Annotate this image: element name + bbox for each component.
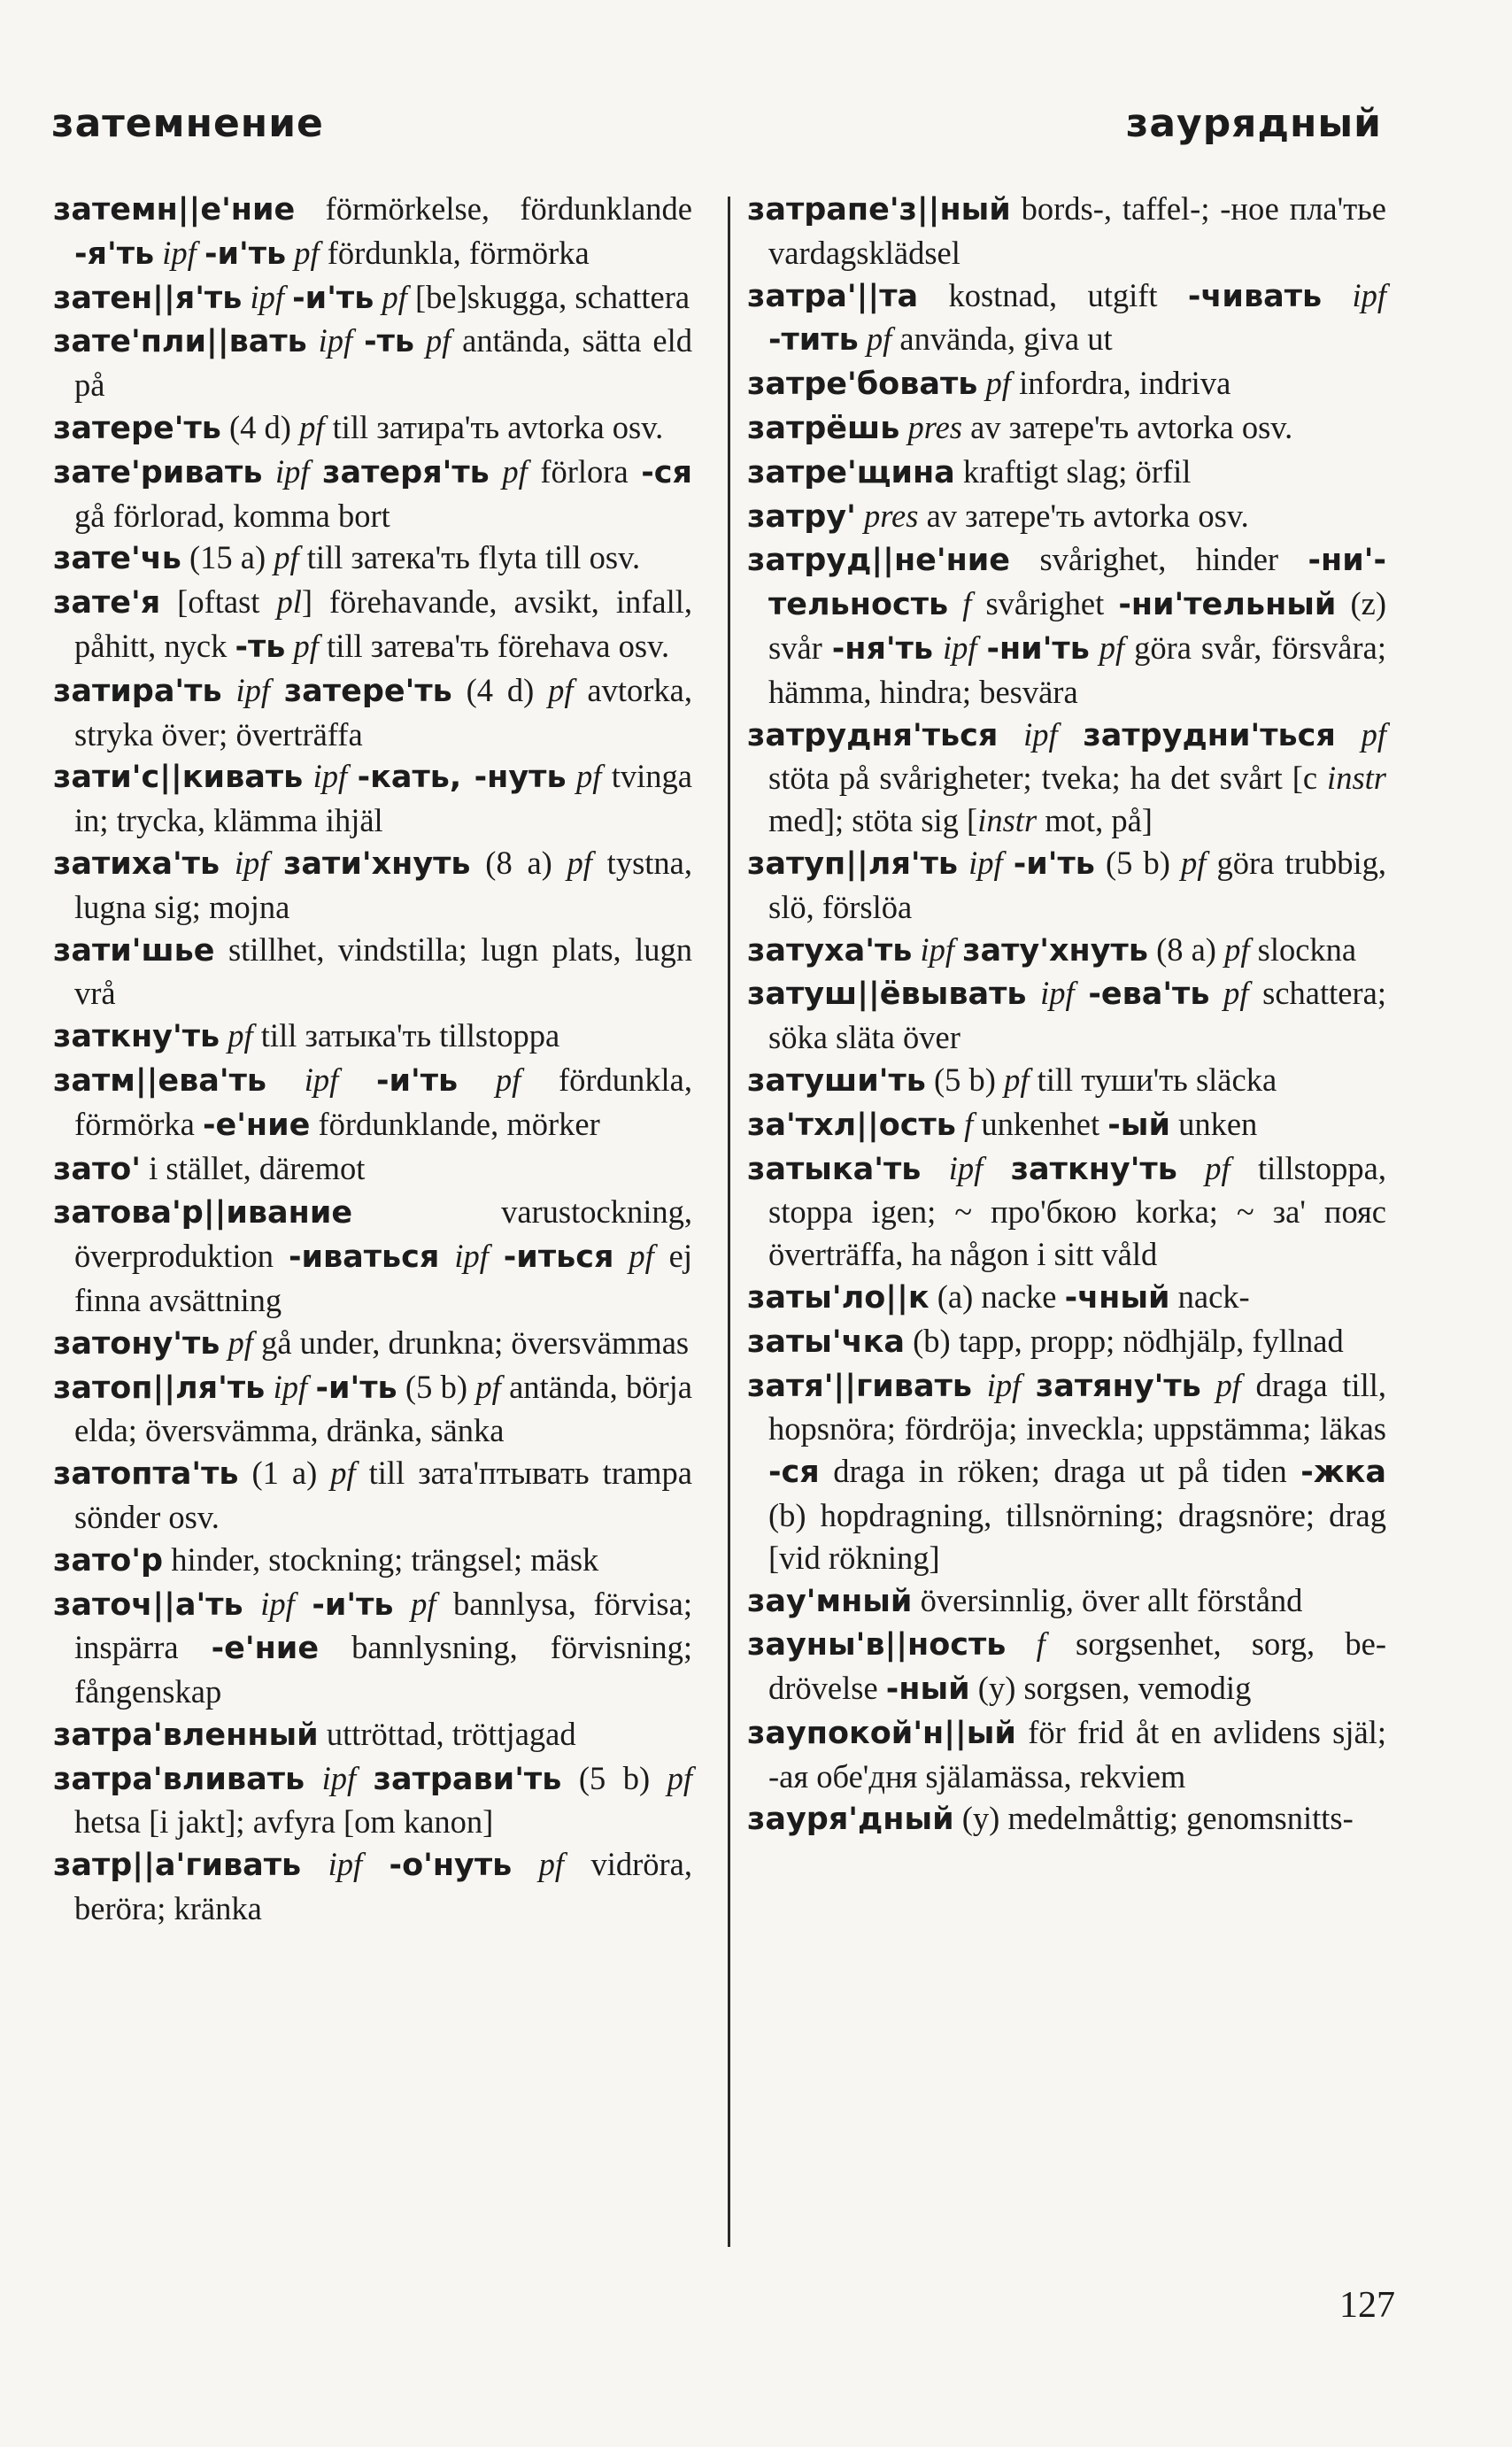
dictionary-column-right [747, 188, 1386, 1841]
dictionary-entry [747, 1623, 1386, 1711]
headword: -и'ть [315, 1370, 397, 1406]
entry-text: pf [1209, 975, 1263, 1012]
running-head-right: заурядный [1125, 101, 1382, 146]
headword: зате'ривать [53, 454, 263, 490]
headword: затуп||ля'ть [747, 845, 959, 882]
headword: заты'ло||к [747, 1279, 930, 1316]
dictionary-entry [747, 972, 1386, 1059]
entry-text: fördunkla, förmörka [327, 234, 590, 271]
entry-text: f [955, 1105, 982, 1142]
headword: затре'щина [747, 454, 955, 490]
entry-text: tystna, lugna sig; mojna [74, 844, 692, 925]
headword: зау'мный [747, 1583, 913, 1619]
dictionary-entry [747, 929, 1386, 973]
entry-text: instr [1327, 760, 1386, 797]
entry-text: (1 a) [238, 1455, 331, 1492]
entry-text: göra trubbig, slö, förslöa [768, 844, 1386, 925]
headword: затяну'ть [1035, 1368, 1201, 1404]
entry-text: pf [475, 1368, 501, 1405]
entry-text: fördunkla, förmörka [74, 1061, 692, 1142]
entry-text: pf [393, 1585, 454, 1622]
dictionary-entry [53, 1059, 692, 1147]
headword: затиха'ть [53, 845, 220, 882]
headword: заупокой'н||ый [747, 1715, 1016, 1751]
entry-text: ] förehavande, avsikt, infall, påhitt, nyck [74, 583, 693, 664]
headword: заткну'ть [1010, 1151, 1177, 1187]
entry-text: (8 a) [470, 844, 567, 881]
dictionary-entry [53, 536, 692, 581]
entry-text: till зата'птывать trampa sönder osv. [74, 1455, 692, 1535]
headword: затм||ева'ть [53, 1062, 267, 1099]
entry-text: tillstoppa, stoppa igen; ~ про'бкою korka; ~ за' пояс överträffa, ha någon i sitt våld [768, 1149, 1386, 1273]
entry-text: gå under, drunkna; översvämmas [261, 1324, 690, 1361]
page-number: 127 [1339, 2285, 1395, 2326]
headword: зати'с||кивать [53, 760, 304, 796]
entry-text: antända, sätta eld på [74, 322, 692, 404]
headword: затя'||гивать [747, 1368, 972, 1404]
headword: зато'р [53, 1542, 164, 1579]
headword: затуха'ть [747, 932, 913, 969]
entry-text: pf [977, 365, 1020, 402]
dictionary-entry [53, 188, 692, 276]
entry-text: pf [220, 1324, 262, 1361]
entry-text: pres [855, 497, 927, 534]
headword: зато' [53, 1151, 142, 1187]
entry-text: pf [1181, 844, 1207, 881]
dictionary-entry [53, 276, 692, 320]
dictionary-entry [747, 1320, 1386, 1364]
entry-text: slockna [1249, 930, 1357, 968]
dictionary-entry [747, 1579, 1386, 1624]
headword: затра'||та [747, 278, 919, 314]
dictionary-entry [747, 842, 1386, 929]
dictionary-entry [747, 406, 1386, 451]
entry-text: sorgsenhet, sorg, bedrövelse [768, 1625, 1386, 1707]
entry-text: pf [274, 539, 299, 576]
entry-text: pf [489, 452, 541, 490]
entry-text: ipf [921, 1149, 1011, 1186]
entry-text: pf [330, 1455, 356, 1492]
entry-text: pf [566, 758, 612, 795]
entry-text: instr [977, 802, 1038, 839]
entry-text: ipf [912, 930, 963, 968]
dictionary-entry [53, 755, 692, 842]
headword: -ни'ть [986, 630, 1090, 667]
dictionary-entry [53, 1322, 692, 1366]
entry-text: pf [1089, 629, 1135, 666]
entry-text: ipf [303, 758, 358, 795]
dictionary-entry [747, 1147, 1386, 1276]
dictionary-entry [747, 538, 1386, 713]
dictionary-entry [747, 495, 1386, 539]
dictionary-entry [747, 1711, 1386, 1798]
headword: -ни'тельный [1118, 587, 1337, 623]
entry-text: hetsa [i jakt]; avfyra [om kanon] [74, 1803, 494, 1841]
entry-text: pf [458, 1061, 559, 1098]
entry-text: ej finna avsättning [74, 1238, 692, 1318]
entry-text: infordra, indriva [1019, 365, 1231, 402]
entry-text: pf [1176, 1149, 1259, 1186]
entry-text: ipf [301, 1846, 390, 1883]
entry-text: kostnad, utgift [918, 276, 1188, 313]
entry-text: ipf [998, 715, 1084, 753]
dictionary-entry [747, 451, 1386, 495]
entry-text: uttröttad, tröttjagad [318, 1715, 576, 1752]
entry-text: nack- [1169, 1278, 1250, 1315]
headword: зати'хнуть [283, 845, 471, 882]
dictionary-entry [53, 1452, 692, 1539]
headword: зати'шье [53, 932, 215, 969]
headword: -ть [364, 324, 415, 360]
headword: затре'бовать [747, 367, 978, 403]
entry-text: pf [548, 671, 574, 708]
entry-text: pf [512, 1846, 591, 1883]
entry-text: med]; stöta sig [ [768, 802, 978, 839]
headword: зате'я [53, 585, 161, 621]
headword: -и'ть [204, 235, 287, 272]
entry-text: pf [1335, 715, 1386, 753]
entry-text: pf [613, 1238, 669, 1275]
headword: -чивать [1187, 278, 1323, 314]
headword: -кать, -нуть [357, 760, 567, 796]
entry-text: ipf [958, 844, 1014, 881]
headword: затр||а'гивать [53, 1848, 302, 1884]
headword: -иться [503, 1239, 614, 1276]
entry-text: för frid åt en avlidens själ; -ая обе'дня själamässa, rekviem [768, 1713, 1386, 1795]
entry-text: tvinga in; trycka, klämma ihjäl [74, 758, 692, 839]
headword: затира'ть [53, 673, 222, 709]
entry-text: till туши'ть släcka [1029, 1061, 1277, 1098]
headword: -е'ние [202, 1107, 311, 1143]
entry-text: vidröra, beröra; kränka [74, 1846, 692, 1927]
entry-text: till затева'ть förehava osv. [327, 627, 670, 664]
entry-text: (5 b) [925, 1061, 1005, 1098]
headword: затуш||ёвывать [747, 976, 1027, 1013]
entry-text: förlora [540, 452, 642, 490]
entry-text: (y) sorgsen, vemodig [969, 1670, 1252, 1707]
entry-text: schattera; söka släta över [768, 975, 1386, 1056]
entry-text: ipf [1322, 276, 1386, 313]
entry-text: ipf [439, 1238, 504, 1275]
dictionary-entry [747, 1103, 1386, 1147]
headword: заты'чка [747, 1324, 906, 1360]
entry-text: hinder, stockning; trängsel; mäsk [163, 1540, 599, 1578]
entry-text: pres [899, 408, 971, 445]
dictionary-entry [747, 714, 1386, 842]
entry-text: ipf [1026, 975, 1089, 1012]
entry-text: f [1006, 1625, 1076, 1663]
dictionary-entry [53, 669, 692, 756]
entry-text: (b) hopdragning, tillsnörning; dragsnöre; drag [vid rökning] [768, 1496, 1386, 1576]
entry-text: (5 b) [1094, 844, 1181, 881]
dictionary-entry [53, 1843, 692, 1930]
headword: -ть [235, 629, 286, 665]
headword: затрудня'ться [747, 717, 999, 753]
entry-text: [ [160, 583, 189, 621]
headword: затова'р||ивание [53, 1195, 353, 1231]
headword: затыка'ть [747, 1151, 922, 1187]
column-divider [728, 197, 730, 2247]
entry-text: ipf [972, 1366, 1036, 1403]
entry-text: draga in röken; draga ut på tiden [819, 1453, 1301, 1490]
dictionary-entry [53, 1366, 692, 1453]
entry-text: (b) tapp, propp; nödhjälp, fyllnad [905, 1322, 1344, 1359]
headword: заткну'ть [53, 1019, 220, 1055]
entry-text: stöta på svårigheter; tveka; ha det svårt [с [768, 760, 1328, 797]
dictionary-entry [53, 1757, 692, 1844]
dictionary-entry [53, 929, 692, 1015]
entry-text: (4 d) [451, 671, 549, 708]
dictionary-entry [53, 320, 692, 406]
entry-text: pf [858, 320, 900, 358]
entry-text: pf [374, 278, 415, 315]
entry-text: unkenhet [981, 1105, 1108, 1142]
entry-text: draga till, hopsnöra; fördröja; inveckla; uppstämma; läkas [768, 1366, 1386, 1447]
entry-text: ipf [266, 1061, 376, 1098]
entry-text: pf [567, 844, 592, 881]
headword: затру' [747, 498, 856, 535]
running-head-left: затемнение [51, 101, 324, 146]
headword: -ни'тельность [768, 543, 1386, 623]
headword: затруд||не'ние [747, 543, 1011, 579]
entry-text: gå förlorad, komma bort [74, 497, 390, 534]
entry-text: till затира'ть avtorka osv. [324, 408, 664, 445]
entry-text: (y) medelmåttig; genomsnitts- [953, 1800, 1354, 1837]
entry-text: (4 d) [220, 408, 300, 445]
entry-text: antända, börja elda; översvämma, dränka, sänka [74, 1368, 692, 1449]
headword: затрёшь [747, 410, 900, 446]
headword: затен||я'ть [53, 280, 243, 316]
entry-text: [be]skugga, schattera [414, 278, 690, 315]
entry-text: bords-, taffel-; -ное пла'тье vardagsklädsel [768, 190, 1386, 271]
headword: -чный [1064, 1279, 1170, 1316]
entry-text: (5 b) [561, 1759, 667, 1796]
entry-text: göra svår, försvåra; hämma, hindra; besvära [768, 629, 1386, 710]
headword: заточ||а'ть [53, 1586, 243, 1623]
entry-text: svårighet, hinder [1010, 541, 1308, 578]
dictionary-entry [53, 1015, 692, 1059]
dictionary-entry [53, 1539, 692, 1583]
entry-text: f [948, 585, 986, 622]
headword: -о'нуть [389, 1848, 513, 1884]
entry-text: pf [1004, 1061, 1030, 1098]
entry-text: använda, giva ut [899, 320, 1113, 358]
headword: зауря'дный [747, 1802, 954, 1838]
entry-text: pf [414, 322, 463, 359]
entry-text: av затере'ть avtorka osv. [926, 497, 1249, 534]
entry-text: avtorka, stryka över; överträffa [74, 671, 692, 753]
entry-text: pf [1224, 930, 1250, 968]
headword: зате'пли||вать [53, 324, 307, 360]
dictionary-entry [53, 1191, 692, 1321]
entry-text: varustockning, överproduktion [74, 1193, 692, 1275]
entry-text: ipf [305, 1759, 374, 1796]
headword: -ся [641, 454, 692, 490]
headword: -я'ть [74, 235, 155, 272]
entry-text: unken [1169, 1105, 1258, 1142]
headword: -и'ть [1013, 845, 1095, 882]
dictionary-entry [747, 1364, 1386, 1579]
dictionary-entry [747, 1797, 1386, 1841]
dictionary-entry [747, 274, 1386, 363]
entry-text: av затере'ть avtorka osv. [970, 408, 1293, 445]
headword: -ный [885, 1671, 970, 1708]
entry-text: fördunklande, mörker [310, 1105, 600, 1142]
entry-text: ipf [262, 452, 323, 490]
headword: затере'ть [53, 410, 221, 446]
headword: затуши'ть [747, 1062, 926, 1099]
entry-text: förmörkelse, fördunklande [295, 190, 692, 227]
dictionary-entry [53, 406, 692, 451]
entry-text: ipf [242, 278, 293, 315]
headword: затемн||е'ние [53, 192, 296, 228]
headword: затрапе'з||ный [747, 192, 1011, 228]
entry-text: ipf [221, 671, 284, 708]
entry-text: pf [285, 627, 328, 664]
headword: за'тхл||ость [747, 1107, 956, 1143]
dictionary-entry [747, 1276, 1386, 1320]
headword: затра'вленный [53, 1717, 319, 1753]
entry-text: pf [299, 408, 325, 445]
headword: затрави'ть [373, 1761, 562, 1797]
dictionary-entry [53, 451, 692, 537]
headword: затрудни'ться [1083, 717, 1336, 753]
entry-text: (8 a) [1147, 930, 1225, 968]
entry-text: (15 a) [181, 539, 274, 576]
entry-text: pf [667, 1759, 692, 1796]
headword: затону'ть [53, 1325, 220, 1362]
entry-text: ipf [933, 629, 987, 666]
headword: зауны'в||ность [747, 1627, 1007, 1663]
entry-text: översinnlig, över allt förstånd [912, 1581, 1303, 1618]
dictionary-entry [747, 1059, 1386, 1103]
dictionary-entry [53, 581, 692, 669]
headword: -иваться [288, 1239, 440, 1276]
dictionary-entry [53, 1147, 692, 1192]
headword: -и'ть [292, 280, 374, 316]
entry-text: (z) svår [768, 585, 1386, 666]
entry-text: till затыка'ть tillstoppa [260, 1017, 560, 1054]
headword: затеря'ть [322, 454, 490, 490]
dictionary-entry [53, 1713, 692, 1757]
entry-text: pf [220, 1017, 261, 1054]
entry-text: i stället, däremot [141, 1149, 366, 1186]
entry-text: bannlysning, förvisning; fångenskap [74, 1629, 692, 1710]
entry-text: (a) nacke [929, 1278, 1065, 1315]
entry-text: kraftigt slag; örfil [954, 452, 1192, 490]
headword: затере'ть [283, 673, 452, 709]
headword: -и'ть [312, 1586, 394, 1623]
dictionary-column-left [53, 188, 692, 1930]
headword: затра'вливать [53, 1761, 305, 1797]
headword: -ся [768, 1455, 820, 1491]
entry-text: pf [1200, 1366, 1256, 1403]
entry-text: ipf [306, 322, 365, 359]
headword: -и'ть [375, 1062, 459, 1099]
entry-text: ipf [243, 1585, 312, 1622]
entry-text: stillhet, vindstilla; lugn plats, lugn vrå [74, 930, 692, 1012]
headword: затопта'ть [53, 1456, 239, 1493]
entry-text: (5 b) [397, 1368, 476, 1405]
headword: -тить [768, 322, 859, 359]
entry-text: bannlysa, förvisa; inspärra [74, 1585, 692, 1666]
headword: -ева'ть [1088, 976, 1210, 1013]
entry-text: ipf [265, 1368, 316, 1405]
dictionary-entry [53, 842, 692, 929]
entry-text: ipf [154, 234, 204, 271]
entry-text: till затека'ть flyta till osv. [298, 539, 641, 576]
headword: -жка [1300, 1455, 1386, 1491]
dictionary-entry [53, 1583, 692, 1713]
dictionary-entry [747, 188, 1386, 274]
headword: зату'хнуть [962, 932, 1148, 969]
entry-text: pl [276, 583, 302, 621]
headword: -ый [1107, 1107, 1170, 1143]
entry-text: oftast [188, 583, 277, 621]
dictionary-entry [747, 362, 1386, 406]
headword: -е'ние [211, 1631, 320, 1667]
entry-text: svårighet [985, 585, 1119, 622]
entry-text: pf [286, 234, 328, 271]
headword: затоп||ля'ть [53, 1370, 266, 1406]
entry-text: ipf [220, 844, 284, 881]
entry-text: mot, på] [1037, 802, 1153, 839]
headword: зате'чь [53, 541, 181, 577]
headword: -ня'ть [831, 630, 934, 667]
